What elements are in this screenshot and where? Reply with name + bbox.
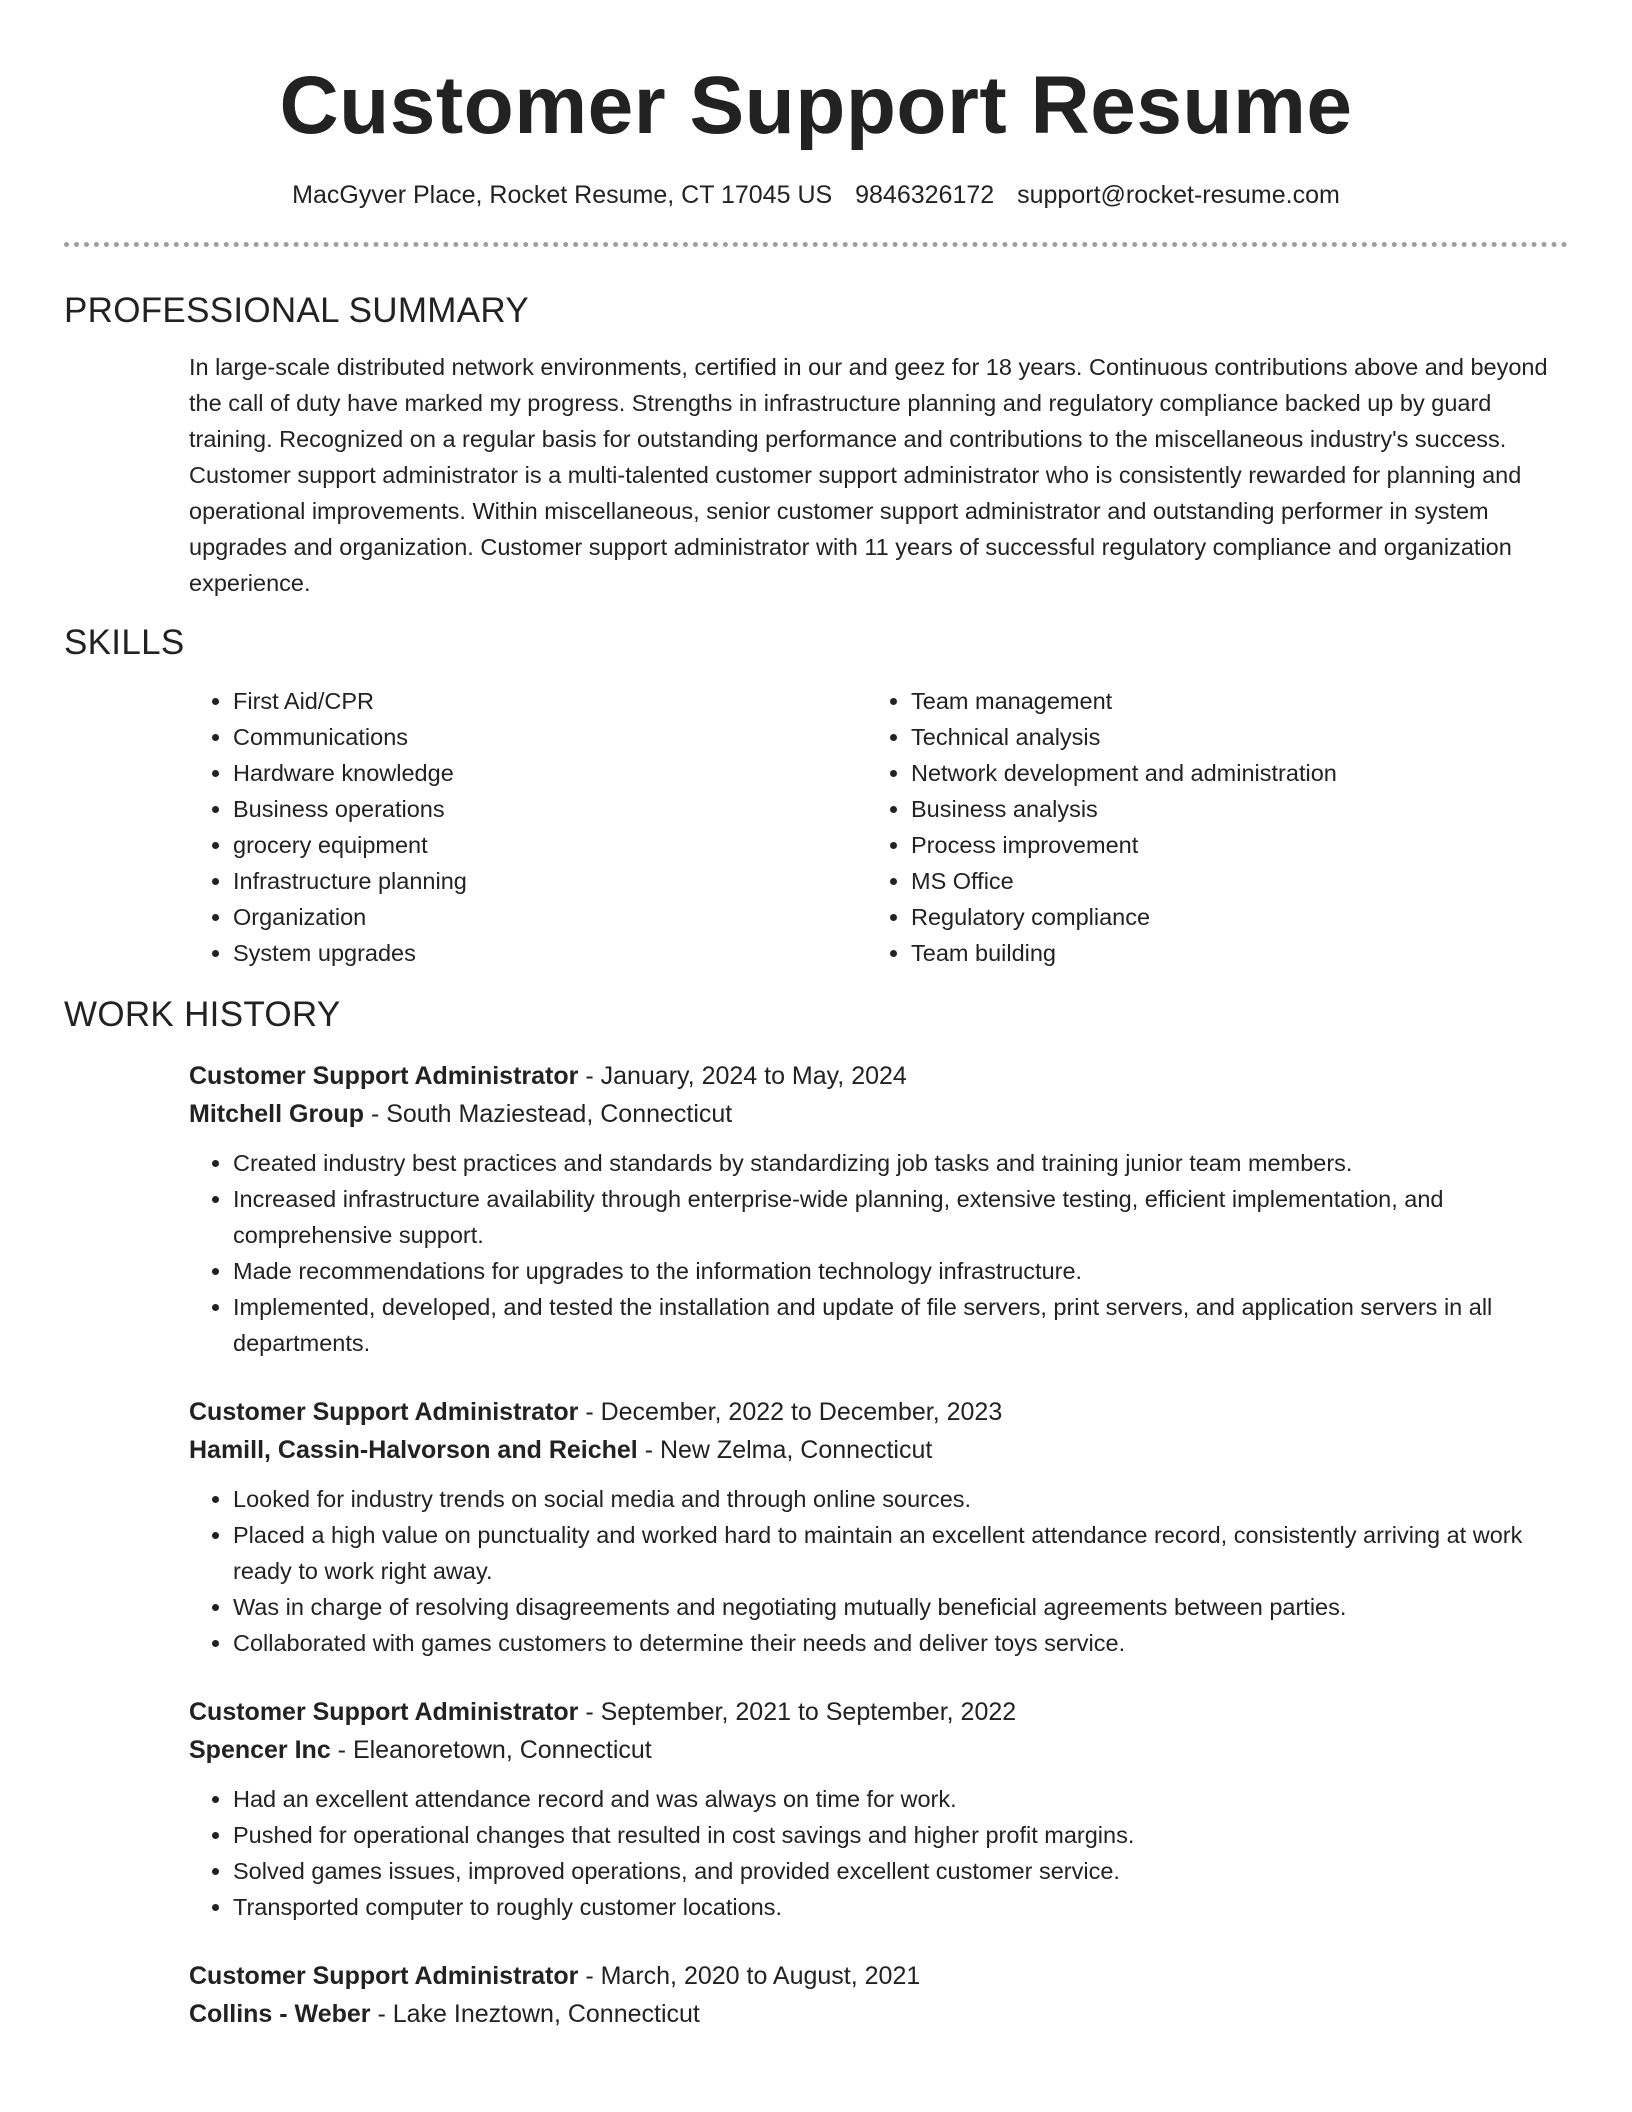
job-dates: - March, 2020 to August, 2021 — [578, 1962, 921, 1990]
job-role: Customer Support Administrator — [189, 1698, 579, 1726]
job-role-line — [189, 1957, 1568, 1995]
job-bullet: • Looked for industry trends on social media and through online sources. — [233, 1481, 1568, 1517]
job-location: - Lake Ineztown, Connecticut — [370, 2000, 700, 2028]
job-bullet: • Implemented, developed, and tested the installation and update of file servers, print servers, and application servers in all departments. — [233, 1289, 1568, 1361]
job-dates: - September, 2021 to September, 2022 — [578, 1698, 1017, 1726]
summary-text: In large-scale distributed network environments, certified in our and geez for 18 years. Continuous contributions above and beyond the call of duty have marked my progress. Strengths in infrastructure planning and regulatory compliance backed up by guard training. Recognized on a regular basis for outstanding performance and contributions to the miscellaneous industry's success. Customer support administrator is a multi-talented customer support administrator who is consistently rewarded for planning and operational improvements. Within miscellaneous, senior customer support administrator and outstanding performer in system upgrades and organization. Customer support administrator with 11 years of successful regulatory compliance and organization experience. — [189, 354, 1548, 596]
work-history-heading: WORK HISTORY — [64, 995, 341, 1034]
skill-item: • Team building — [911, 935, 1511, 971]
job-entry — [189, 1957, 1568, 2033]
job-company: Hamill, Cassin-Halvorson and Reichel — [189, 1436, 638, 1464]
job-bullet: • Was in charge of resolving disagreements and negotiating mutually beneficial agreements between parties. — [233, 1589, 1568, 1625]
job-entry — [189, 1393, 1568, 1661]
resume-page — [64, 0, 1568, 2033]
contact-address: MacGyver Place, Rocket Resume, CT 17045 US — [292, 181, 833, 209]
resume-title: Customer Support Resume — [279, 60, 1353, 151]
skill-item: • Team management — [911, 683, 1511, 719]
header-divider — [64, 242, 1568, 247]
skill-item: • grocery equipment — [233, 827, 867, 863]
job-entry — [189, 1693, 1568, 1925]
skill-item: • Business analysis — [911, 791, 1511, 827]
skills-column-left — [189, 683, 867, 971]
skills-heading: SKILLS — [64, 623, 185, 662]
job-dates: - December, 2022 to December, 2023 — [578, 1398, 1003, 1426]
job-role-line — [189, 1393, 1568, 1431]
job-role: Customer Support Administrator — [189, 1962, 579, 1990]
job-bullet: • Created industry best practices and standards by standardizing job tasks and training junior team members. — [233, 1145, 1568, 1181]
summary-heading: PROFESSIONAL SUMMARY — [64, 291, 529, 330]
job-company-line — [189, 1731, 1568, 1769]
job-bullet: • Solved games issues, improved operations, and provided excellent customer service. — [233, 1853, 1568, 1889]
skill-item: • First Aid/CPR — [233, 683, 867, 719]
job-bullet: • Had an excellent attendance record and was always on time for work. — [233, 1781, 1568, 1817]
skill-item: • Process improvement — [911, 827, 1511, 863]
job-company-line — [189, 1995, 1568, 2033]
job-bullet: • Placed a high value on punctuality and worked hard to maintain an excellent attendance record, consistently arriving at work ready to work right away. — [233, 1517, 1568, 1589]
skill-item: • Infrastructure planning — [233, 863, 867, 899]
skill-item: • Organization — [233, 899, 867, 935]
job-role-line — [189, 1693, 1568, 1731]
job-company-line — [189, 1095, 1568, 1133]
job-bullet: • Increased infrastructure availability through enterprise-wide planning, extensive testing, efficient implementation, and comprehensive support. — [233, 1181, 1568, 1253]
job-company: Mitchell Group — [189, 1100, 364, 1128]
skill-item: • Network development and administration — [911, 755, 1511, 791]
contact-line — [64, 178, 1568, 212]
job-company-line — [189, 1431, 1568, 1469]
job-bullets — [189, 1481, 1568, 1661]
skills-list — [189, 683, 1568, 971]
job-role-line — [189, 1057, 1568, 1095]
contact-phone: 9846326172 — [855, 181, 995, 209]
skills-column-right — [867, 683, 1511, 971]
job-company: Spencer Inc — [189, 1736, 331, 1764]
skill-item: • System upgrades — [233, 935, 867, 971]
job-location: - South Maziestead, Connecticut — [364, 1100, 733, 1128]
job-bullet: • Transported computer to roughly customer locations. — [233, 1889, 1568, 1925]
job-role: Customer Support Administrator — [189, 1062, 579, 1090]
job-dates: - January, 2024 to May, 2024 — [578, 1062, 907, 1090]
job-company: Collins - Weber — [189, 2000, 371, 2028]
job-bullets — [189, 1781, 1568, 1925]
job-entry — [189, 1057, 1568, 1361]
job-bullet: • Made recommendations for upgrades to the information technology infrastructure. — [233, 1253, 1568, 1289]
job-role: Customer Support Administrator — [189, 1398, 579, 1426]
skill-item: • Hardware knowledge — [233, 755, 867, 791]
job-location: - Eleanoretown, Connecticut — [330, 1736, 652, 1764]
skill-item: • Regulatory compliance — [911, 899, 1511, 935]
contact-email: support@rocket-resume.com — [1017, 181, 1340, 209]
job-bullet: • Pushed for operational changes that resulted in cost savings and higher profit margins. — [233, 1817, 1568, 1853]
job-bullet: • Collaborated with games customers to determine their needs and deliver toys service. — [233, 1625, 1568, 1661]
skill-item: • MS Office — [911, 863, 1511, 899]
skill-item: • Communications — [233, 719, 867, 755]
skill-item: • Business operations — [233, 791, 867, 827]
skill-item: • Technical analysis — [911, 719, 1511, 755]
job-location: - New Zelma, Connecticut — [637, 1436, 933, 1464]
job-bullets — [189, 1145, 1568, 1361]
